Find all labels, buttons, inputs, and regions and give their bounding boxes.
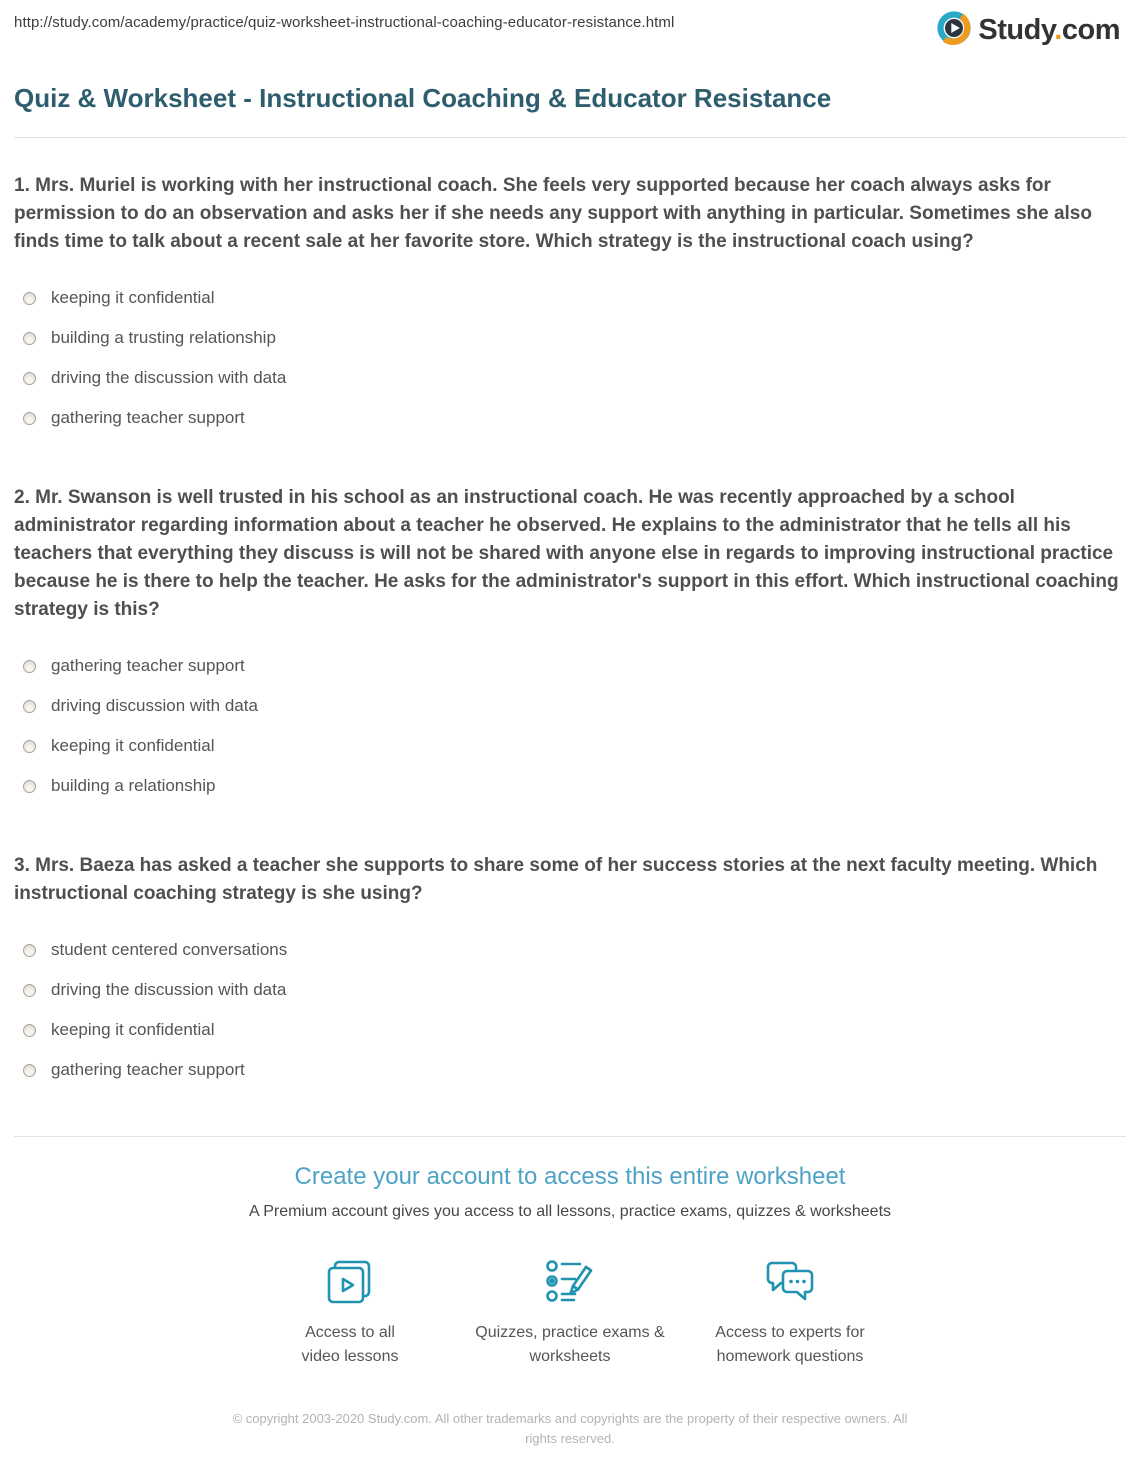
answer-option[interactable] xyxy=(14,398,1126,438)
feature-homework-experts xyxy=(680,1255,900,1369)
answer-option-label: keeping it confidential xyxy=(51,288,215,307)
answer-option-label: student centered conversations xyxy=(51,940,288,959)
create-account-section xyxy=(14,1163,1126,1369)
answer-option-label: driving discussion with data xyxy=(51,696,258,715)
logo-wordmark: Study.com xyxy=(978,14,1120,46)
question-options xyxy=(14,646,1126,806)
answer-option-label: keeping it confidential xyxy=(51,736,215,755)
cta-subtitle: A Premium account gives you access to all lessons, practice exams, quizzes & worksheets xyxy=(248,1203,892,1220)
radio-button-icon[interactable] xyxy=(23,1024,36,1037)
study-com-logo[interactable] xyxy=(936,10,1126,51)
answer-option[interactable] xyxy=(14,766,1126,806)
question-block xyxy=(14,484,1126,806)
answer-option[interactable] xyxy=(14,646,1126,686)
question-block xyxy=(14,852,1126,1090)
copyright-notice: © copyright 2003-2020 Study.com. All other trademarks and copyrights are the property of their respective owners. All rights reserved. xyxy=(232,1411,908,1446)
answer-option-label: building a trusting relationship xyxy=(51,328,276,347)
answer-option[interactable] xyxy=(14,726,1126,766)
page-header xyxy=(14,10,1126,51)
answer-option[interactable] xyxy=(14,970,1126,1010)
radio-button-icon[interactable] xyxy=(23,944,36,957)
question-options xyxy=(14,930,1126,1090)
answer-option[interactable] xyxy=(14,930,1126,970)
feature-label: Access to experts for homework questions xyxy=(715,1324,865,1365)
video-lessons-icon xyxy=(322,1255,378,1311)
radio-button-icon[interactable] xyxy=(23,740,36,753)
answer-option[interactable] xyxy=(14,1050,1126,1090)
cta-title: Create your account to access this entire worksheet xyxy=(294,1163,846,1190)
divider xyxy=(14,1136,1126,1137)
feature-label: Quizzes, practice exams & worksheets xyxy=(475,1324,665,1365)
radio-button-icon[interactable] xyxy=(23,660,36,673)
quizzes-worksheets-icon xyxy=(542,1255,598,1311)
answer-option[interactable] xyxy=(14,278,1126,318)
answer-option[interactable] xyxy=(14,358,1126,398)
source-url: http://study.com/academy/practice/quiz-worksheet-instructional-coaching-educator-resistance.html xyxy=(14,14,675,31)
question-text: 1. Mrs. Muriel is working with her instructional coach. She feels very supported because her coach always asks for permission to do an observation and asks her if she needs any support with anything in particular. Sometimes she also finds time to talk about a recent sale at her favorite store. Which strategy is the instructional coach using? xyxy=(14,175,1092,252)
radio-button-icon[interactable] xyxy=(23,332,36,345)
study-com-logo-icon xyxy=(936,10,972,51)
feature-label: Access to all video lessons xyxy=(301,1324,399,1365)
answer-option[interactable] xyxy=(14,1010,1126,1050)
feature-list xyxy=(14,1255,1126,1369)
radio-button-icon[interactable] xyxy=(23,412,36,425)
answer-option-label: driving the discussion with data xyxy=(51,980,287,999)
question-text: 3. Mrs. Baeza has asked a teacher she supports to share some of her success stories at the next faculty meeting. Which instructional coaching strategy is she using? xyxy=(14,855,1098,904)
radio-button-icon[interactable] xyxy=(23,984,36,997)
answer-option-label: gathering teacher support xyxy=(51,1060,245,1079)
feature-quizzes-worksheets xyxy=(460,1255,680,1369)
answer-option-label: building a relationship xyxy=(51,776,216,795)
answer-option-label: keeping it confidential xyxy=(51,1020,215,1039)
radio-button-icon[interactable] xyxy=(23,372,36,385)
radio-button-icon[interactable] xyxy=(23,1064,36,1077)
answer-option-label: driving the discussion with data xyxy=(51,368,287,387)
feature-video-lessons xyxy=(240,1255,460,1369)
answer-option-label: gathering teacher support xyxy=(51,408,245,427)
answer-option-label: gathering teacher support xyxy=(51,656,245,675)
radio-button-icon[interactable] xyxy=(23,700,36,713)
question-text: 2. Mr. Swanson is well trusted in his school as an instructional coach. He was recently approached by a school administrator regarding information about a teacher he observed. He explains to the administrator that he tells all his teachers that everything they discuss is will not be shared with anyone else in regards to improving instructional practice because he is there to help the teacher. He asks for the administrator's support in this effort. Which instructional coaching strategy is this? xyxy=(14,487,1119,620)
question-options xyxy=(14,278,1126,438)
question-block xyxy=(14,172,1126,438)
answer-option[interactable] xyxy=(14,318,1126,358)
answer-option[interactable] xyxy=(14,686,1126,726)
radio-button-icon[interactable] xyxy=(23,292,36,305)
radio-button-icon[interactable] xyxy=(23,780,36,793)
page-title: Quiz & Worksheet - Instructional Coaching & Educator Resistance xyxy=(14,83,832,113)
quiz-questions xyxy=(14,138,1126,1090)
chat-experts-icon xyxy=(762,1255,818,1311)
